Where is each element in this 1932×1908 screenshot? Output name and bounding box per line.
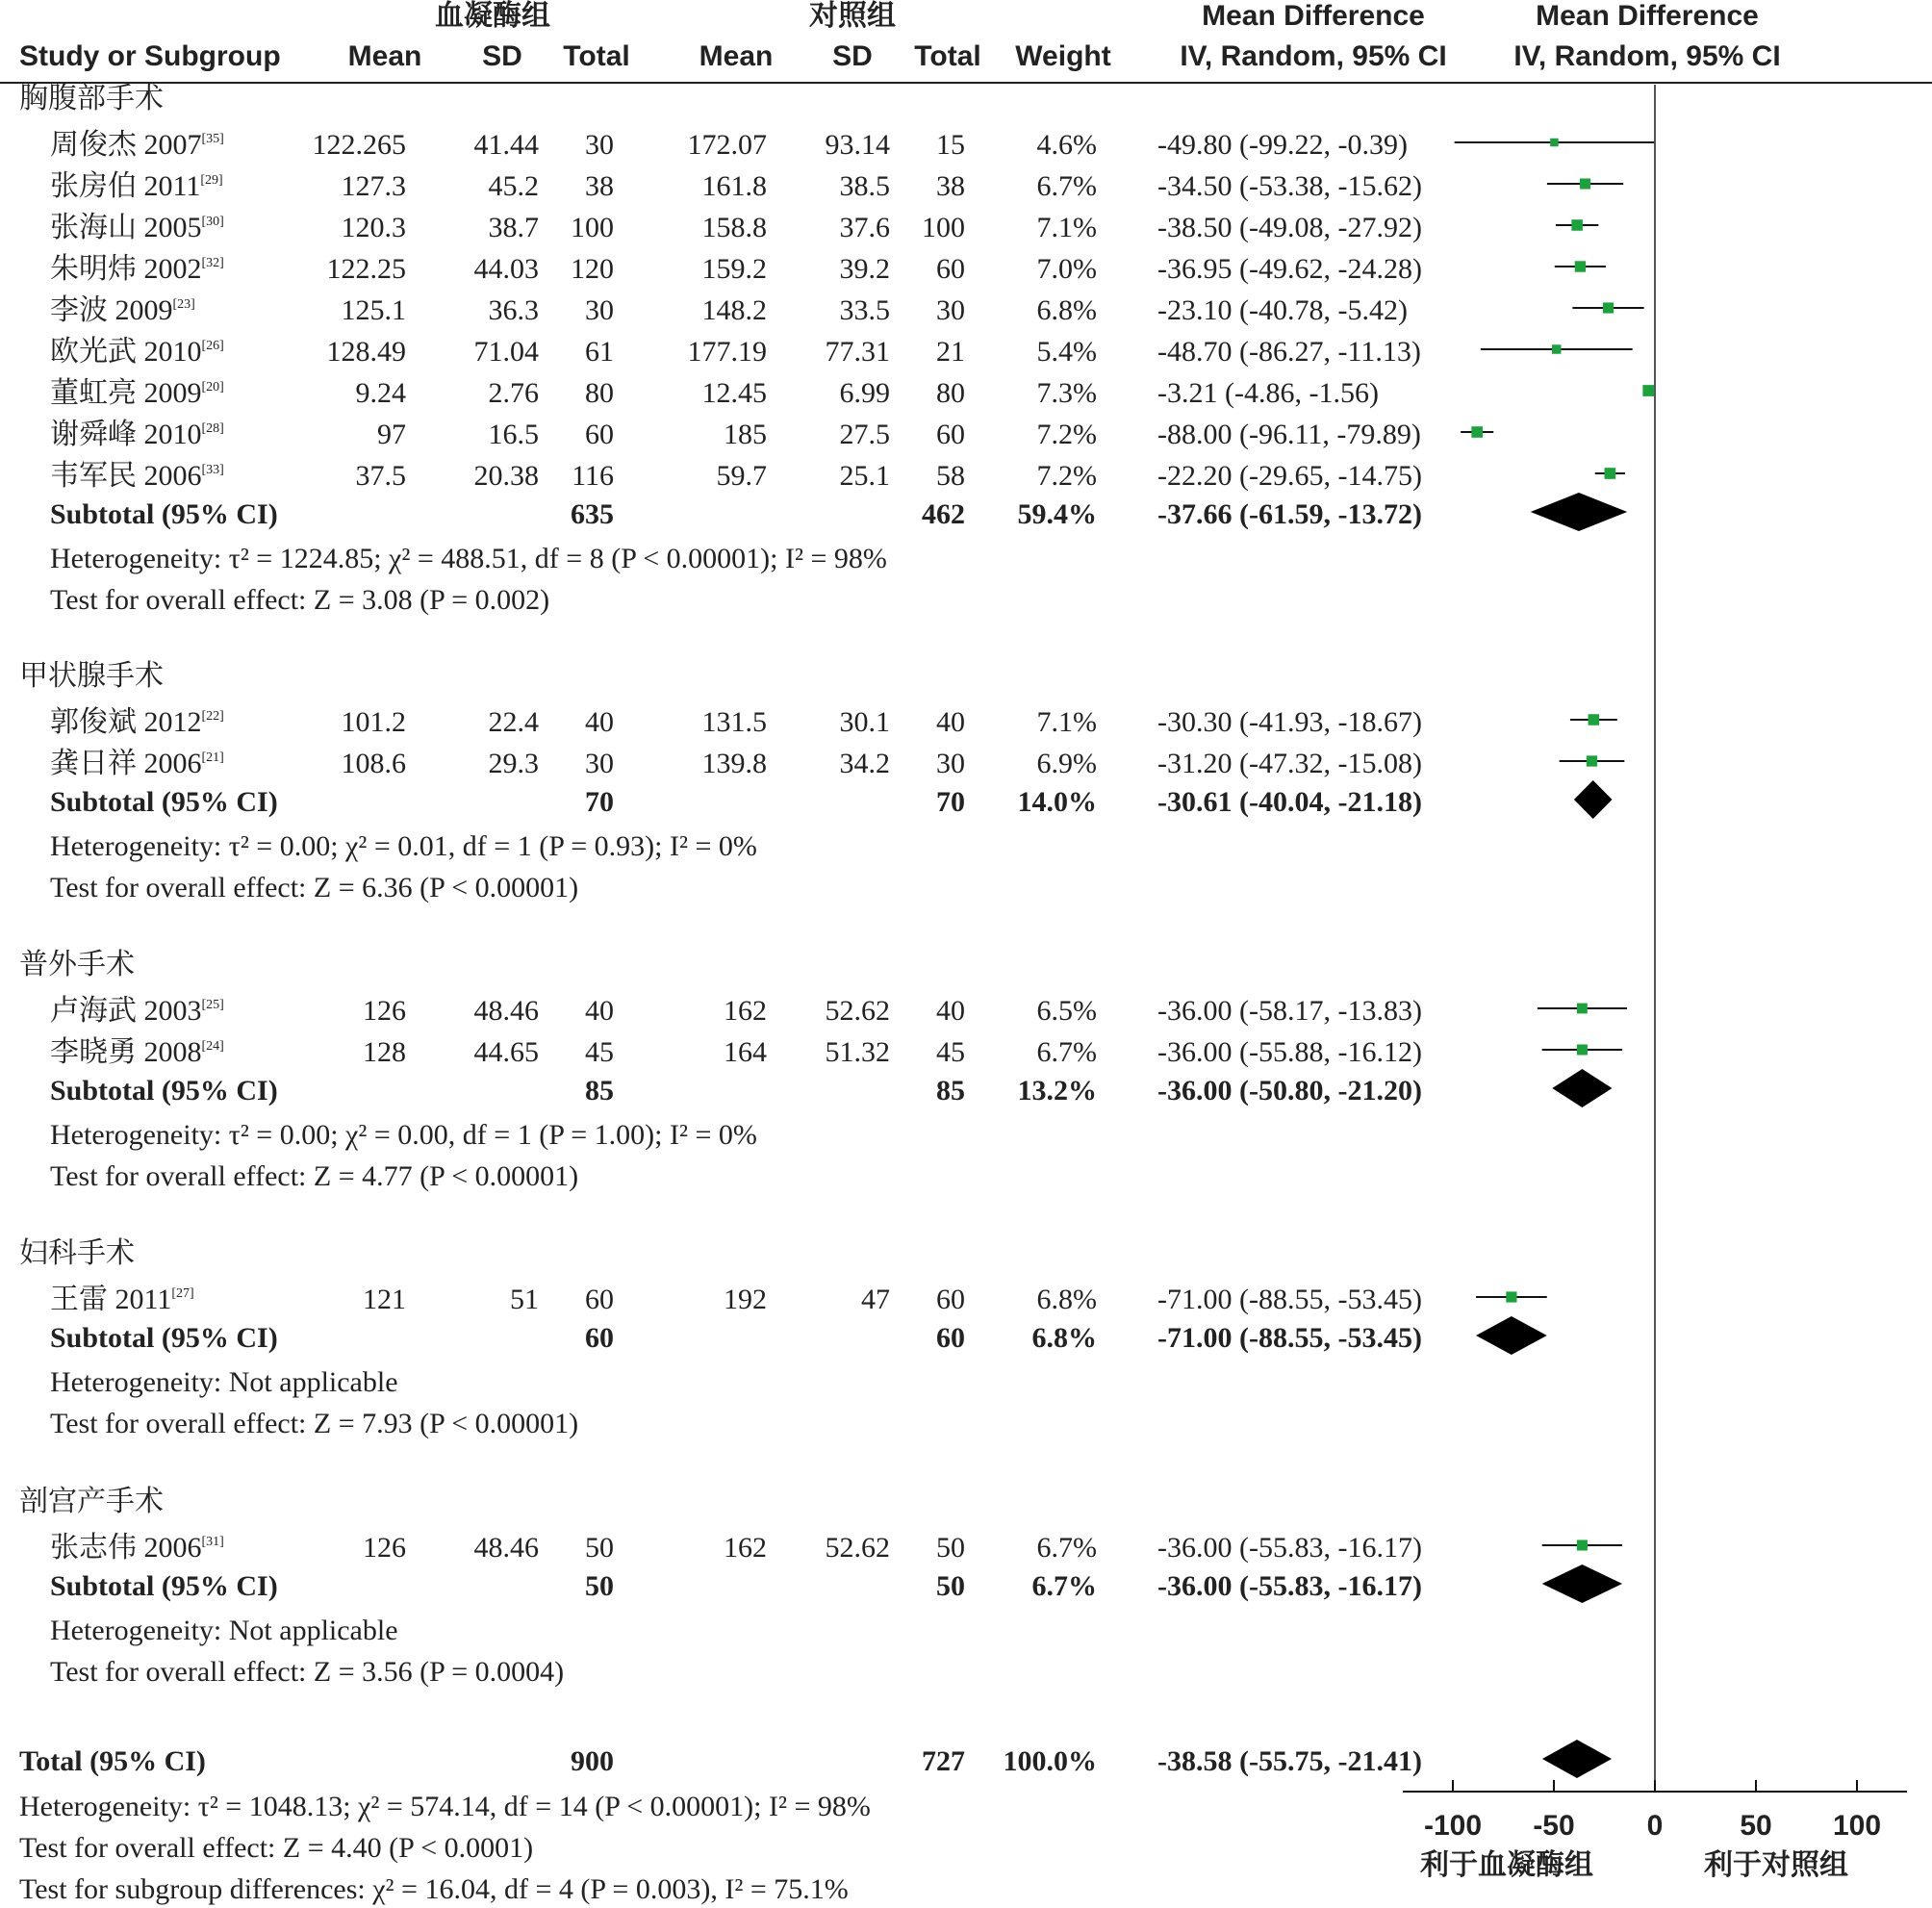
study-sd2: 30.1 [839,706,890,738]
study-sd1: 71.04 [473,336,539,368]
subtotal-weight: 13.2% [1017,1075,1097,1107]
study-marker [1577,1539,1588,1550]
subtotal-ci-text: -71.00 (-88.55, -53.45) [1157,1322,1422,1354]
study-ci-text: -88.00 (-96.11, -79.89) [1157,419,1421,450]
study-weight: 7.1% [1036,212,1097,243]
study-sd2: 25.1 [839,460,890,492]
footer-text: Test for subgroup differences: χ² = 16.04, df = 4 (P = 0.003), I² = 75.1% [19,1873,849,1905]
study-mean1: 122.25 [326,253,406,285]
study-mean1: 122.265 [312,129,406,161]
study-total1: 60 [585,419,614,450]
study-ci-text: -48.70 (-86.27, -11.13) [1157,336,1421,368]
header-total2: Total [914,40,981,72]
study-sd2: 47 [861,1284,890,1315]
study-marker [1550,139,1559,147]
subtotal-total1: 70 [585,786,614,818]
subtotal-ci-text: -37.66 (-61.59, -13.72) [1157,498,1422,530]
study-sd2: 93.14 [825,129,890,161]
study-total1: 50 [585,1532,614,1564]
study-ci-text: -30.30 (-41.93, -18.67) [1157,706,1422,738]
study-mean2: 162 [724,1532,767,1564]
study-total2: 100 [922,212,965,243]
study-sd2: 52.62 [825,1532,890,1564]
study-mean1: 128.49 [326,336,406,368]
header-mean2: Mean [699,40,774,72]
study-total1: 100 [571,212,614,243]
study-marker [1605,468,1616,479]
study-total2: 60 [936,419,965,450]
study-marker [1577,1004,1588,1014]
study-ci-text: -22.20 (-29.65, -14.75) [1157,460,1422,492]
study-marker [1580,178,1590,189]
study-marker [1587,755,1597,766]
subtotal-weight: 14.0% [1017,786,1097,818]
study-weight: 5.4% [1036,336,1097,368]
study-sd2: 38.5 [839,170,890,202]
study-name: 王雷 2011[27] [50,1284,194,1315]
heterogeneity-text: Heterogeneity: τ² = 1224.85; χ² = 488.51, df = 8 (P < 0.00001); I² = 98% [50,543,887,574]
study-mean2: 59.7 [716,460,767,492]
study-weight: 6.7% [1036,1036,1097,1068]
study-mean2: 192 [724,1284,767,1315]
header-weight: Weight [1015,40,1111,72]
favours-right-label: 利于对照组 [1704,1849,1848,1881]
study-sd1: 20.38 [473,460,539,492]
study-mean2: 161.8 [701,170,767,202]
study-ci-text: -3.21 (-4.86, -1.56) [1157,377,1379,409]
study-marker [1506,1291,1516,1302]
study-mean1: 97 [377,419,406,450]
study-weight: 6.8% [1036,294,1097,326]
heterogeneity-text: Heterogeneity: Not applicable [50,1366,398,1398]
study-name: 郭俊斌 2012[22] [50,706,224,738]
subgroup-title: 普外手术 [19,949,135,980]
study-name: 朱明炜 2002[32] [50,253,224,285]
study-name: 卢海武 2003[25] [50,995,224,1027]
subtotal-total2: 60 [936,1322,965,1354]
study-marker [1571,219,1583,231]
study-total2: 40 [936,706,965,738]
study-weight: 7.3% [1036,377,1097,409]
study-weight: 6.7% [1036,170,1097,202]
study-ci-text: -34.50 (-53.38, -15.62) [1157,170,1422,202]
study-sd2: 27.5 [839,419,890,450]
study-total2: 15 [936,129,965,161]
study-total2: 80 [936,377,965,409]
study-mean2: 12.45 [701,377,767,409]
total-weight: 100.0% [1003,1745,1097,1777]
study-total1: 40 [585,706,614,738]
study-name: 李波 2009[23] [50,294,195,326]
study-total1: 45 [585,1036,614,1068]
study-sd2: 39.2 [839,253,890,285]
study-name: 韦军民 2006[33] [50,460,224,492]
study-mean1: 108.6 [341,748,406,779]
subtotal-weight: 6.7% [1031,1570,1097,1602]
study-total2: 58 [936,460,965,492]
subtotal-total1: 60 [585,1322,614,1354]
study-mean2: 148.2 [701,294,767,326]
study-mean1: 126 [363,1532,406,1564]
subtotal-weight: 6.8% [1031,1322,1097,1354]
study-mean2: 162 [724,995,767,1027]
study-total1: 116 [572,460,614,492]
study-total2: 21 [936,336,965,368]
subtotal-total2: 85 [936,1075,965,1107]
favours-left-label: 利于血凝酶组 [1420,1849,1593,1881]
study-ci-text: -36.00 (-55.83, -16.17) [1157,1532,1422,1564]
study-name: 欧光武 2010[26] [50,336,224,368]
study-mean2: 131.5 [701,706,767,738]
header-group1: 血凝酶组 [435,0,550,32]
study-total2: 50 [936,1532,965,1564]
total-label: Total (95% CI) [19,1745,206,1777]
x-axis-tick-label: 50 [1740,1810,1772,1842]
study-ci-text: -23.10 (-40.78, -5.42) [1157,294,1408,326]
study-ci-text: -36.00 (-55.88, -16.12) [1157,1036,1422,1068]
study-marker [1552,344,1561,353]
study-mean1: 121 [363,1284,406,1315]
subtotal-diamond [1476,1316,1547,1355]
study-sd1: 22.4 [488,706,539,738]
subtotal-total2: 70 [936,786,965,818]
overall-effect-text: Test for overall effect: Z = 3.56 (P = 0.0004) [50,1656,565,1688]
study-mean2: 159.2 [701,253,767,285]
x-axis-tick-label: -100 [1423,1810,1483,1842]
study-mean1: 128 [363,1036,406,1068]
study-sd1: 48.46 [473,1532,539,1564]
overall-effect-text: Test for overall effect: Z = 6.36 (P < 0.00001) [50,872,579,903]
subtotal-diamond [1552,1069,1612,1107]
study-total1: 80 [585,377,614,409]
header-study: Study or Subgroup [19,40,281,72]
study-name: 董虹亮 2009[20] [50,377,224,409]
study-sd2: 77.31 [825,336,890,368]
footer-text: Test for overall effect: Z = 4.40 (P < 0.0001) [19,1832,534,1864]
study-ci-text: -38.50 (-49.08, -27.92) [1157,212,1422,243]
total-diamond [1542,1740,1612,1778]
subtotal-total1: 50 [585,1570,614,1602]
subtotal-label: Subtotal (95% CI) [50,1075,278,1107]
subtotal-ci-text: -30.61 (-40.04, -21.18) [1157,786,1422,818]
subgroup-title: 妇科手术 [19,1237,135,1269]
header-md-title-right: Mean Difference [1536,0,1759,32]
header-md-sub-left: IV, Random, 95% CI [1180,40,1447,72]
study-sd1: 16.5 [488,419,539,450]
study-sd1: 44.03 [473,253,539,285]
study-sd2: 33.5 [839,294,890,326]
header-md-title-left: Mean Difference [1202,0,1425,32]
study-weight: 6.9% [1036,748,1097,779]
study-sd2: 52.62 [825,995,890,1027]
study-ci-text: -71.00 (-88.55, -53.45) [1157,1284,1422,1315]
study-mean2: 185 [724,419,767,450]
study-marker [1603,302,1614,313]
study-mean2: 158.8 [701,212,767,243]
total-total1: 900 [571,1745,614,1777]
study-name: 张志伟 2006[31] [50,1532,224,1564]
study-mean1: 120.3 [341,212,406,243]
study-weight: 7.0% [1036,253,1097,285]
subtotal-label: Subtotal (95% CI) [50,786,278,818]
heterogeneity-text: Heterogeneity: τ² = 0.00; χ² = 0.00, df = 1 (P = 1.00); I² = 0% [50,1119,757,1151]
study-sd1: 45.2 [488,170,539,202]
overall-effect-text: Test for overall effect: Z = 4.77 (P < 0.00001) [50,1160,579,1192]
study-weight: 7.2% [1036,460,1097,492]
study-total1: 30 [585,294,614,326]
subtotal-label: Subtotal (95% CI) [50,498,278,530]
study-name: 张房伯 2011[29] [50,170,223,202]
subtotal-ci-text: -36.00 (-55.83, -16.17) [1157,1570,1422,1602]
study-marker [1642,385,1654,396]
x-axis-tick-label: 100 [1832,1810,1882,1842]
subtotal-diamond [1542,1565,1622,1603]
study-sd2: 37.6 [839,212,890,243]
subtotal-ci-text: -36.00 (-50.80, -21.20) [1157,1075,1422,1107]
study-mean1: 9.24 [355,377,406,409]
heterogeneity-text: Heterogeneity: τ² = 0.00; χ² = 0.01, df = 1 (P = 0.93); I² = 0% [50,830,757,862]
subtotal-diamond [1531,493,1628,531]
study-mean1: 126 [363,995,406,1027]
study-mean1: 125.1 [341,294,406,326]
subtotal-label: Subtotal (95% CI) [50,1570,278,1602]
study-total1: 60 [585,1284,614,1315]
subtotal-total2: 462 [922,498,965,530]
study-sd2: 51.32 [825,1036,890,1068]
header-sd2: SD [832,40,873,72]
study-total2: 30 [936,748,965,779]
study-marker [1577,1044,1588,1055]
study-sd1: 36.3 [488,294,539,326]
study-sd1: 48.46 [473,995,539,1027]
study-marker [1471,426,1483,438]
overall-effect-text: Test for overall effect: Z = 3.08 (P = 0.002) [50,584,550,616]
study-sd1: 51 [510,1284,539,1315]
study-total2: 60 [936,253,965,285]
study-mean1: 101.2 [341,706,406,738]
study-mean2: 177.19 [687,336,767,368]
study-mean2: 139.8 [701,748,767,779]
study-sd1: 44.65 [473,1036,539,1068]
study-mean2: 172.07 [687,129,767,161]
heterogeneity-text: Heterogeneity: Not applicable [50,1615,398,1646]
study-name: 张海山 2005[30] [50,212,224,243]
study-weight: 6.8% [1036,1284,1097,1315]
study-sd1: 41.44 [473,129,539,161]
study-ci-text: -36.00 (-58.17, -13.83) [1157,995,1422,1027]
study-name: 龚日祥 2006[21] [50,748,224,779]
study-sd1: 38.7 [488,212,539,243]
study-total1: 30 [585,748,614,779]
subgroup-title: 甲状腺手术 [19,660,164,692]
study-marker [1575,261,1586,271]
subtotal-label: Subtotal (95% CI) [50,1322,278,1354]
subtotal-total1: 85 [585,1075,614,1107]
x-axis-tick-label: -50 [1533,1810,1575,1842]
study-mean1: 37.5 [355,460,406,492]
study-name: 周俊杰 2007[35] [50,129,224,161]
study-weight: 7.1% [1036,706,1097,738]
study-name: 李晓勇 2008[24] [50,1036,224,1068]
study-sd2: 34.2 [839,748,890,779]
total-ci-text: -38.58 (-55.75, -21.41) [1157,1745,1422,1777]
footer-text: Heterogeneity: τ² = 1048.13; χ² = 574.14, df = 14 (P < 0.00001); I² = 98% [19,1791,871,1822]
subtotal-total1: 635 [571,498,614,530]
study-total2: 40 [936,995,965,1027]
header-group2: 对照组 [809,0,896,32]
header-mean1: Mean [347,40,422,72]
overall-effect-text: Test for overall effect: Z = 7.93 (P < 0.00001) [50,1408,579,1439]
study-weight: 4.6% [1036,129,1097,161]
study-total1: 40 [585,995,614,1027]
study-total2: 60 [936,1284,965,1315]
x-axis-tick-label: 0 [1646,1810,1664,1842]
study-mean1: 127.3 [341,170,406,202]
study-weight: 6.7% [1036,1532,1097,1564]
header-total1: Total [563,40,630,72]
study-ci-text: -49.80 (-99.22, -0.39) [1157,129,1408,161]
study-sd1: 2.76 [488,377,539,409]
subtotal-diamond [1574,780,1613,819]
header-md-sub-right: IV, Random, 95% CI [1513,40,1781,72]
study-weight: 7.2% [1036,419,1097,450]
study-sd1: 29.3 [488,748,539,779]
study-total1: 120 [571,253,614,285]
study-mean2: 164 [724,1036,767,1068]
subtotal-total2: 50 [936,1570,965,1602]
study-total2: 38 [936,170,965,202]
subgroup-title: 剖宫产手术 [19,1486,164,1517]
study-marker [1589,714,1600,725]
study-total1: 61 [585,336,614,368]
study-ci-text: -31.20 (-47.32, -15.08) [1157,748,1422,779]
subgroup-title: 胸腹部手术 [19,83,164,114]
study-total2: 45 [936,1036,965,1068]
study-total2: 30 [936,294,965,326]
subtotal-weight: 59.4% [1017,498,1097,530]
study-sd2: 6.99 [839,377,890,409]
study-name: 谢舜峰 2010[28] [50,419,224,450]
study-total1: 38 [585,170,614,202]
study-total1: 30 [585,129,614,161]
study-ci-text: -36.95 (-49.62, -24.28) [1157,253,1422,285]
study-weight: 6.5% [1036,995,1097,1027]
header-sd1: SD [482,40,522,72]
total-total2: 727 [922,1745,965,1777]
